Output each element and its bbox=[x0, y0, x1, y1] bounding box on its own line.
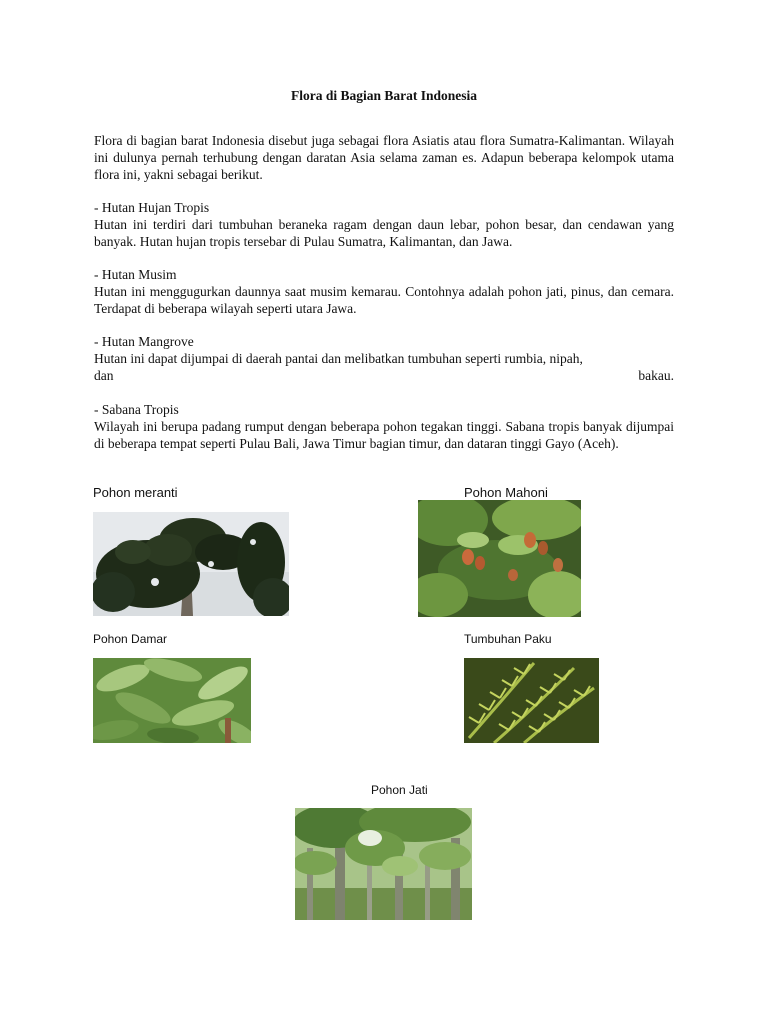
section-heading: - Hutan Musim bbox=[94, 267, 177, 282]
fern-photo bbox=[464, 658, 599, 743]
teak-forest-photo bbox=[295, 808, 472, 920]
section-body: Hutan ini terdiri dari tumbuhan beraneka ragam dengan daun lebar, pohon besar, dan cendawan yang banyak. Hutan hujan tropis tersebar di Pulau Sumatra, Kalimantan, dan Jawa. bbox=[94, 216, 674, 249]
mahogany-fruit-photo bbox=[418, 500, 581, 617]
section-body-last-left: dan bbox=[94, 367, 114, 383]
section-body: Hutan ini menggugurkan daunnya saat musim kemarau. Contohnya adalah pohon jati, pinus, dan cemara. Terdapat di beberapa wilayah seperti utara Jawa. bbox=[94, 283, 674, 316]
figure-caption-damar: Pohon Damar bbox=[93, 632, 168, 646]
section-heading: - Sabana Tropis bbox=[94, 402, 179, 417]
damar-leaves-photo bbox=[93, 658, 251, 743]
figure-caption-paku: Tumbuhan Paku bbox=[464, 632, 552, 646]
section-sabana-tropis bbox=[94, 402, 674, 452]
section-heading: - Hutan Hujan Tropis bbox=[94, 200, 210, 215]
section-body: Wilayah ini berupa padang rumput dengan beberapa pohon tegakan tinggi. Sabana tropis banyak dijumpai di beberapa tempat seperti Pulau Bali, Jawa Timur bagian timur, dan dataran tinggi Gayo (Aceh). bbox=[94, 418, 674, 451]
figure-caption-jati: Pohon Jati bbox=[371, 783, 428, 797]
figure-caption-mahoni: Pohon Mahoni bbox=[464, 485, 548, 500]
section-heading: - Hutan Mangrove bbox=[94, 334, 194, 349]
figure-caption-meranti: Pohon meranti bbox=[93, 485, 178, 500]
section-hutan-mangrove bbox=[94, 334, 674, 384]
section-body-last-line bbox=[94, 368, 674, 385]
section-body: Hutan ini dapat dijumpai di daerah pantai dan melibatkan tumbuhan seperti rumbia, nipah, bbox=[94, 350, 583, 366]
intro-paragraph: Flora di bagian barat Indonesia disebut juga sebagai flora Asiatis atau flora Sumatra-Kalimantan. Wilayah ini dulunya pernah terhubung dengan daratan Asia selama zaman es. Adapun beberapa kelompok utama flora ini, yakni sebagai berikut. bbox=[94, 133, 674, 182]
meranti-tree-photo bbox=[93, 512, 289, 616]
section-hutan-hujan-tropis bbox=[94, 200, 674, 250]
section-body-last-right: bakau. bbox=[638, 367, 674, 383]
document-title: Flora di Bagian Barat Indonesia bbox=[290, 88, 478, 103]
section-hutan-musim bbox=[94, 267, 674, 317]
